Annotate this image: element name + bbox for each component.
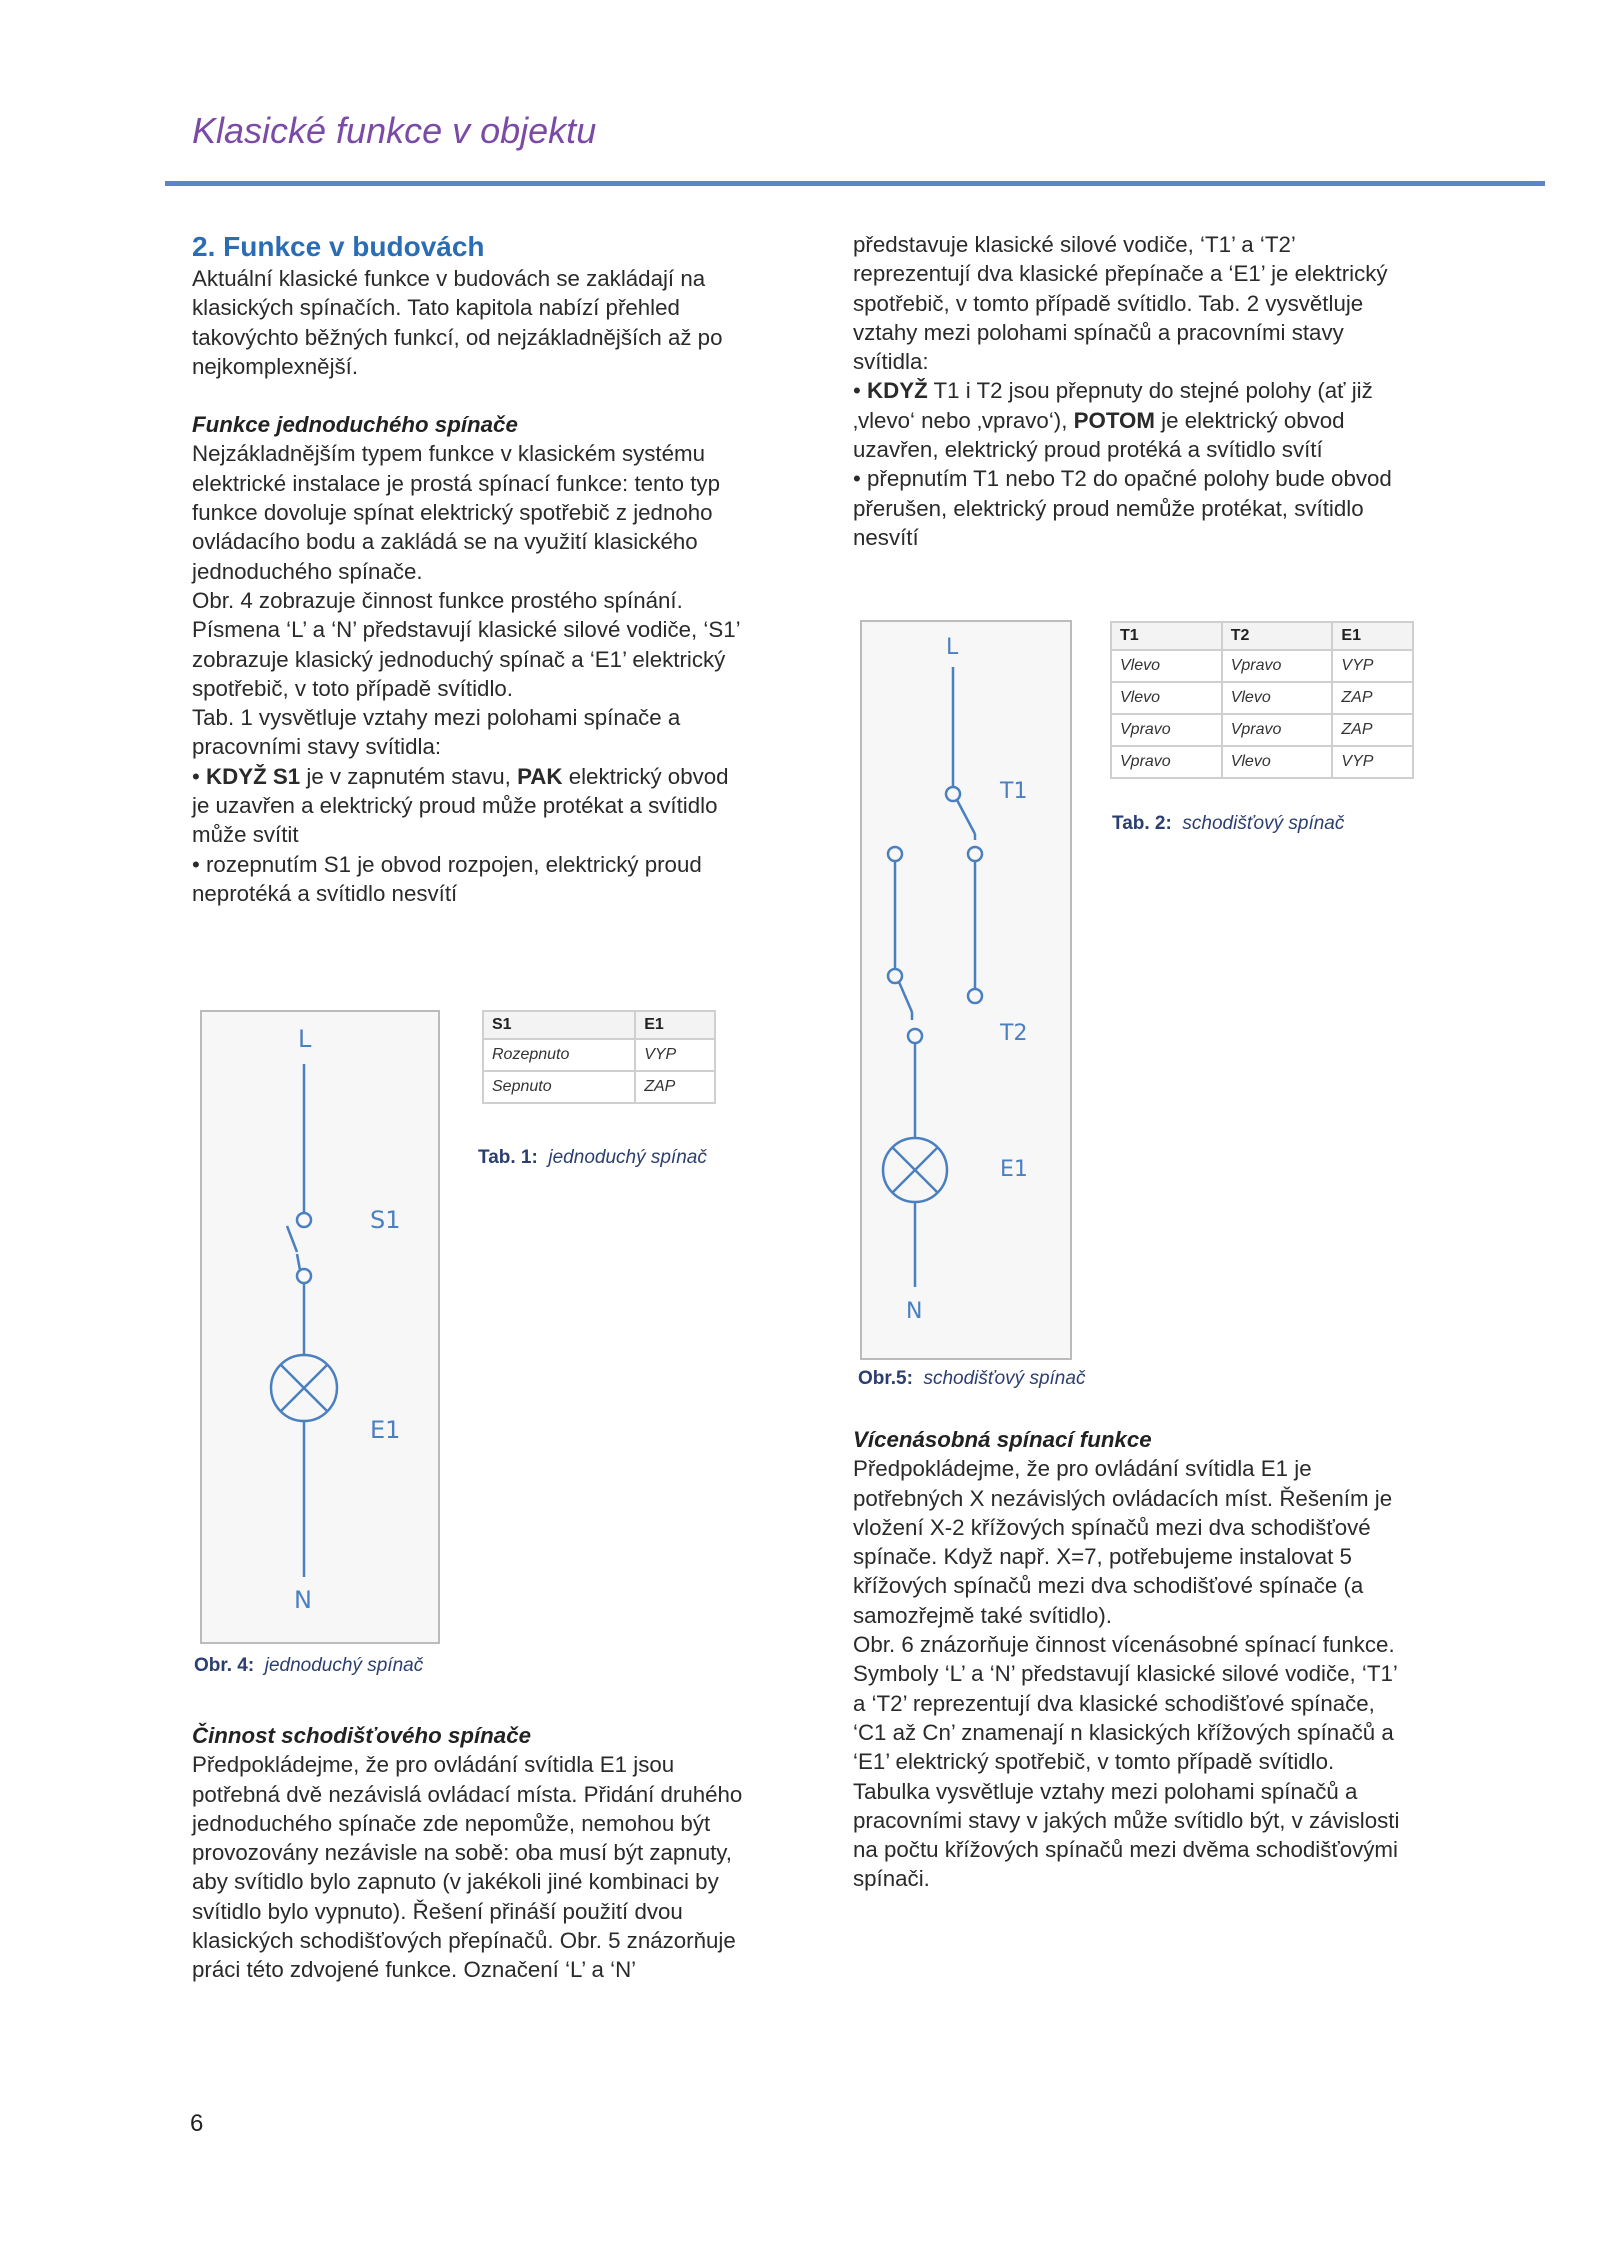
document-title: Klasické funkce v objektu [192,110,597,151]
paragraph: Předpokládejme, že pro ovládání svítidla E1 je potřebných X nezávislých ovládacích míst. Řešením je vložení X-2 křížových spínačů mezi dva schodišťové spínače. Když např. X=7, potřebujeme instalovat 5 křížových spínačů mezi dva schodišťové spínače (a samozřejmě také svítidlo). [853,1456,1393,1628]
caption-number: Obr.5: [858,1368,913,1389]
table-header-row [1111,622,1413,650]
paragraph: Tab. 1 vysvětluje vztahy mezi polohami spínače a pracovními stavy svítidla: [192,705,681,760]
table-cell: Vpravo [1111,714,1222,746]
table-2-caption [1112,813,1344,835]
table-cell: VYP [1332,746,1413,778]
bullet-text: je v zapnutém stavu, [300,763,518,789]
label-e1: E1 [370,1416,401,1444]
caption-number: Obr. 4: [194,1655,255,1676]
bullet-item [192,762,752,850]
table-cell: Rozepnuto [483,1039,635,1071]
intro-paragraph: Aktuální klasické funkce v budovách se zakládají na klasických spínačích. Tato kapitola nabízí přehled takovýchto běžných funkcí, od nejzákladnějších až po nejkomplexnější. [192,266,723,379]
label-l: L [946,635,959,660]
table-cell: Vlevo [1222,682,1333,714]
bold-keyword: PAK [517,763,563,789]
label-t2: T2 [1000,1021,1028,1046]
caption-text: jednoduchý spínač [548,1147,707,1168]
bullet-mark: • [853,378,868,404]
paragraph: Nejzákladnějším typem funkce v klasickém systému elektrické instalace je prostá spínací funkce: tento typ funkce dovoluje spínat elektrický spotřebič z jednoho ovládacího bodu a zakládá se na využití klasického jednoduchého spínače. [192,441,720,584]
left-column-continued [192,1721,752,1985]
table-header-row [483,1011,715,1039]
table-header-cell: T1 [1111,622,1222,650]
table-cell: Vlevo [1111,682,1222,714]
paragraph: představuje klasické silové vodiče, ‘T1’ a ‘T2’ reprezentují dva klasické přepínače a ‘E1’ je elektrický spotřebič, v tomto případě svítidlo. Tab. 2 vysvětluje vztahy mezi polohami spínačů a pracovními stavy svítidla: [853,232,1388,375]
table-cell: ZAP [635,1071,715,1103]
label-t1: T1 [1000,779,1028,804]
label-n: N [294,1586,312,1614]
label-e1: E1 [1000,1157,1028,1182]
table-cell: Vpravo [1222,650,1333,682]
table-cell: Sepnuto [483,1071,635,1103]
caption-number: Tab. 2: [1112,813,1172,834]
table-row [1111,746,1413,778]
table-row [483,1071,715,1103]
bullet-item [853,376,1413,464]
table-cell: ZAP [1332,714,1413,746]
table-1 [482,1010,716,1104]
bold-keyword: KDYŽ S1 [206,763,301,789]
caption-text: jednoduchý spínač [264,1655,424,1676]
caption-number: Tab. 1: [478,1147,538,1168]
simple-switch-schematic [202,1012,438,1642]
figure-5-caption [858,1368,1085,1390]
paragraph: Předpokládejme, že pro ovládání svítidla E1 jsou potřebná dvě nezávislá ovládací místa. Přidání druhého jednoduchého spínače zde nepomůže, nemohou být provozovány nezávisle na sobě: oba musí být zapnuty, aby svítidlo bylo zapnuto (v jakékoli jiné kombinaci by svítidlo bylo vypnuto). Řešení přináší použití dvou klasických schodišťových přepínačů. Obr. 5 znázorňuje práci této zdvojené funkce. Označení ‘L’ a ‘N’ [192,1752,743,1983]
table-row [483,1039,715,1071]
table-cell: Vpravo [1222,714,1333,746]
right-column-continued [853,1425,1413,1894]
table-header-cell: S1 [483,1011,635,1039]
page-number: 6 [190,2110,204,2137]
table-header-cell: T2 [1222,622,1333,650]
figure-4-diagram [200,1010,440,1644]
table-header-cell: E1 [1332,622,1413,650]
bullet-mark: • [192,763,207,789]
bullet-item: • přepnutím T1 nebo T2 do opačné polohy bude obvod přerušen, elektrický proud nemůže protékat, svítidlo nesvítí [853,466,1392,550]
table-2 [1110,621,1414,779]
header-rule [165,181,1545,186]
paragraph: Obr. 6 znázorňuje činnost vícenásobné spínací funkce. Symboly ‘L’ a ‘N’ představují klasické silové vodiče, ‘T1’ a ‘T2’ reprezentují dva klasické schodišťové spínače, ‘C1 až Cn’ znamenají n klasických křížových spínačů a ‘E1’ elektrický spotřebič, v tomto případě svítidlo. Tabulka vysvětluje vztahy mezi polohami spínačů a pracovními stavy v jakých může svítidlo být, v závislosti na počtu křížových spínačů mezi dvěma schodišťovými spínači. [853,1632,1400,1892]
subheading-multiple-switch: Vícenásobná spínací funkce [853,1427,1152,1452]
paragraph: Obr. 4 zobrazuje činnost funkce prostého spínání. Písmena ‘L’ a ‘N’ představují klasické silové vodiče, ‘S1’ zobrazuje klasický jednoduchý spínač a ‘E1’ elektrický spotřebič, v toto případě svítidlo. [192,587,740,701]
left-column [192,230,752,908]
table-row [1111,682,1413,714]
right-column [853,230,1413,552]
figure-5-diagram [860,620,1072,1360]
label-n: N [906,1299,923,1324]
bullet-item: • rozepnutím S1 je obvod rozpojen, elektrický proud neprotéká a svítidlo nesvítí [192,851,702,906]
bold-keyword: POTOM [1073,407,1155,433]
label-l: L [298,1025,312,1053]
table-1-caption [478,1147,707,1169]
table-cell: Vlevo [1222,746,1333,778]
label-s1: S1 [370,1206,401,1234]
table-row [1111,650,1413,682]
table-cell: Vlevo [1111,650,1222,682]
staircase-switch-schematic [862,622,1070,1358]
subheading-staircase-switch: Činnost schodišťového spínače [192,1723,532,1748]
bullet-text: T1 i T2 jsou přepnuty do stejné polohy (ať již ‚vlevo‘ nebo ‚vpravo‘), [853,378,1373,433]
table-row [1111,714,1413,746]
table-cell: VYP [1332,650,1413,682]
table-cell: ZAP [1332,682,1413,714]
subheading-simple-switch: Funkce jednoduchého spínače [192,412,518,438]
bold-keyword: KDYŽ [867,378,928,404]
bullet-text: je elektrický obvod uzavřen, elektrický proud protéká a svítidlo svítí [853,407,1345,463]
bullet-text: elektrický obvod je uzavřen a elektrický proud může protékat a svítidlo může svítit [192,763,729,848]
figure-4-caption [194,1655,423,1677]
caption-text: schodišťový spínač [1182,813,1345,834]
table-header-cell: E1 [635,1011,715,1039]
table-cell: Vpravo [1111,746,1222,778]
table-cell: VYP [635,1039,715,1071]
caption-text: schodišťový spínač [923,1368,1086,1389]
section-heading: 2. Funkce v budovách [192,231,485,262]
